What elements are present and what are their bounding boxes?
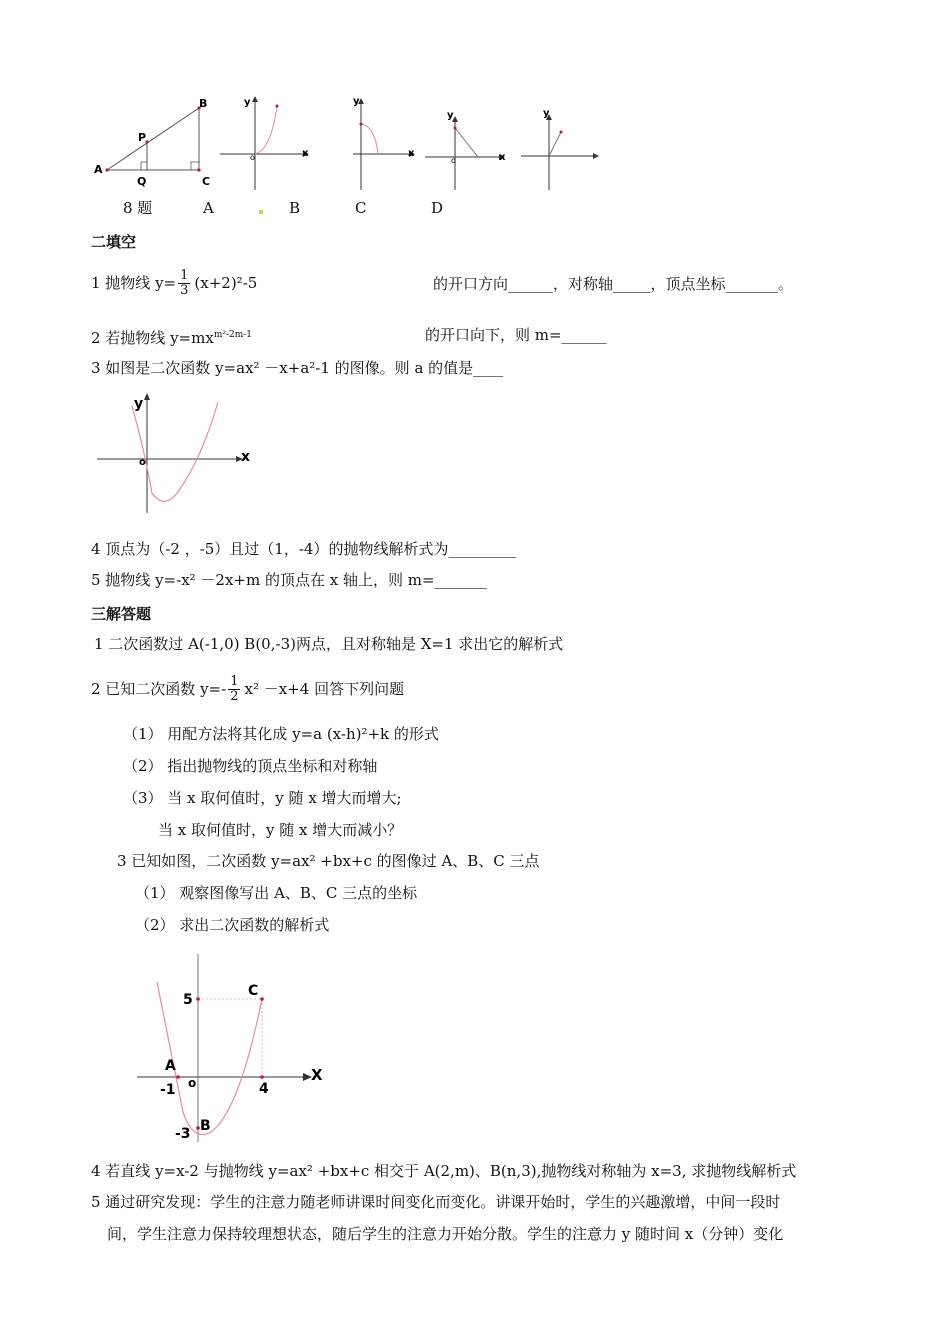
svg-text:x: x (302, 148, 309, 159)
question8-figures (85, 90, 615, 195)
fill-q5: 5 抛物线 y=-x² －2x+m 的顶点在 x 轴上，则 m=_______ (91, 571, 488, 589)
fill-q3: 3 如图是二次函数 y=ax² －x+a²-1 的图像。则 a 的值是____ (91, 359, 504, 377)
svg-text:y: y (244, 97, 251, 108)
answer-q1: 1 二次函数过 A(-1,0) B(0,-3)两点，且对称轴是 X=1 求出它的解析式 (94, 635, 564, 653)
fill-q4: 4 顶点为（-2 ，-5）且过（1，-4）的抛物线解析式为_________ (91, 540, 516, 558)
triangle-figure (94, 97, 210, 188)
answer-q2: 2 已知二次函数 y=- $\frac{1}{2}$ x² －x+4 回答下列问题 (91, 673, 405, 704)
answer-q5-line1: 5 通过研究发现：学生的注意力随老师讲课时间变化而变化。讲课开始时，学生的兴趣激增，中间一段时 (91, 1193, 781, 1211)
svg-text:C: C (248, 983, 259, 999)
point-a-label: A (94, 163, 103, 176)
answer-q2-item-1: （1） 用配方法将其化成 y=a (x-h)²+k 的形式 (123, 725, 439, 743)
svg-text:B: B (200, 1118, 211, 1134)
svg-text:o: o (188, 1076, 197, 1090)
answer-q3-graph (135, 952, 335, 1147)
svg-text:y: y (353, 96, 360, 107)
answer-q4: 4 若直线 y=x-2 与抛物线 y=ax² +bx+c 相交于 A(2,m)、B(n,3),抛物线对称轴为 x=3, 求抛物线解析式 (91, 1162, 797, 1180)
answer-q2-item-4: 当 x 取何值时，y 随 x 增大而减小？ (158, 821, 403, 839)
answer-q3-item-2: （2） 求出二次函数的解析式 (135, 916, 330, 934)
answer-q3-item-1: （1） 观察图像写出 A、B、C 三点的坐标 (135, 884, 418, 902)
fill-q3-graph (92, 388, 262, 518)
answer-q2-item-2: （2） 指出抛物线的顶点坐标和对称轴 (123, 757, 378, 775)
option-d-graph (521, 108, 599, 190)
svg-text:X: X (311, 1066, 323, 1084)
stray-dot (259, 210, 263, 214)
svg-text:y: y (447, 110, 454, 121)
fill-q2-tail: 的开口向下，则 m=______ (425, 326, 607, 344)
fill-q1: 1 抛物线 y= $\frac{1}{3}$ (x+2)²-5 (91, 267, 258, 298)
caption-option-c: C (355, 199, 367, 217)
svg-text:x: x (408, 148, 415, 159)
section-answer-title: 三解答题 (91, 605, 152, 623)
svg-text:y: y (543, 108, 550, 119)
caption-option-b: B (289, 199, 301, 217)
section-fill-blank-title: 二填空 (91, 233, 137, 251)
option-a-graph (220, 96, 309, 190)
svg-text:x: x (499, 152, 506, 163)
svg-text:5: 5 (183, 992, 193, 1008)
caption-question8: 8 题 (123, 199, 153, 217)
svg-text:y: y (134, 396, 144, 412)
fill-q2: 2 若抛物线 $y=mx^{m^2-2m-1}$ (91, 329, 253, 347)
point-p-label: P (138, 131, 147, 144)
caption-option-a: A (203, 199, 214, 217)
svg-text:A: A (165, 1058, 176, 1074)
point-q-label: Q (137, 175, 147, 188)
fraction-one-half: $\frac{1}{2}$ (230, 673, 239, 704)
fill-q1-tail: 的开口方向______，对称轴_____，顶点坐标_______。 (433, 275, 794, 293)
point-c-label: C (202, 175, 211, 188)
option-c-graph (425, 110, 506, 190)
svg-text:x: x (241, 449, 251, 465)
point-b-label: B (199, 97, 208, 110)
svg-text:4: 4 (259, 1081, 269, 1097)
svg-text:-3: -3 (175, 1126, 191, 1142)
svg-text:o: o (250, 153, 255, 162)
answer-q5-line2: 间，学生注意力保持较理想状态，随后学生的注意力开始分散。学生的注意力 y 随时间 x（分钟）变化 (107, 1225, 784, 1243)
answer-q2-item-3: （3） 当 x 取何值时，y 随 x 增大而增大; (123, 789, 402, 807)
svg-text:o: o (139, 457, 146, 468)
caption-option-d: D (431, 199, 444, 217)
svg-text:-1: -1 (160, 1082, 176, 1098)
answer-q3: 3 已知如图，二次函数 y=ax² +bx+c 的图像过 A、B、C 三点 (117, 852, 540, 870)
svg-text:o: o (451, 156, 456, 165)
option-b-graph (353, 96, 415, 190)
fraction-one-third: $\frac{1}{3}$ (180, 267, 189, 298)
